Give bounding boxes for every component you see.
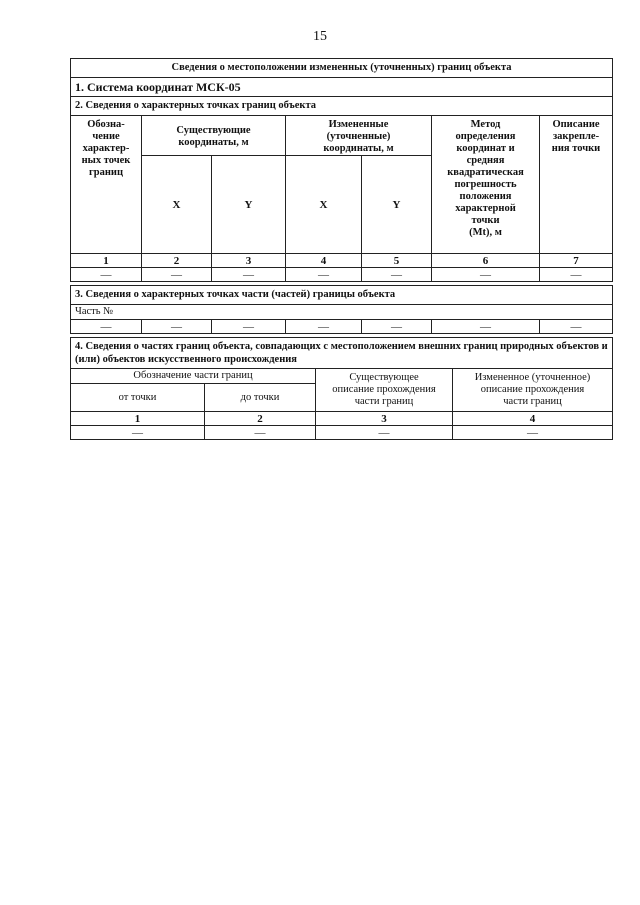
header-from-point: от точки <box>71 384 205 412</box>
table-cell: — <box>142 268 212 282</box>
column-number: 2 <box>205 412 316 426</box>
column-number: 5 <box>362 254 432 268</box>
table-cell: — <box>432 320 540 334</box>
column-number: 7 <box>540 254 613 268</box>
table-cell: — <box>71 320 142 334</box>
table-cell: — <box>316 426 453 440</box>
column-number: 4 <box>286 254 362 268</box>
header-method: Метод определения координат и средняя квадратическая погрешность положения характерной точки (Мt), м <box>432 116 540 254</box>
table-cell: — <box>540 268 613 282</box>
table-cell: — <box>212 268 286 282</box>
table-cell: — <box>432 268 540 282</box>
header-changed-description: Измененное (уточненное) описание прохождения части границ <box>453 369 613 412</box>
table-cell: — <box>286 320 362 334</box>
header-existing-y: Y <box>212 156 286 254</box>
table-cell: — <box>453 426 613 440</box>
header-description: Описание закрепле- ния точки <box>540 116 613 254</box>
table-cell: — <box>212 320 286 334</box>
column-number: 1 <box>71 412 205 426</box>
table-cell: — <box>71 268 142 282</box>
header-existing-x: X <box>142 156 212 254</box>
section-4-label: 4. Сведения о частях границ объекта, совпадающих с местоположением внешних границ природных объектов и (или) объектов искусственного происхождения <box>71 338 613 369</box>
table-cell: — <box>205 426 316 440</box>
header-existing-coords: Существующие координаты, м <box>142 116 286 156</box>
column-number: 4 <box>453 412 613 426</box>
table-cell: — <box>540 320 613 334</box>
section-1-label: 1. Система координат МСК-05 <box>71 78 613 97</box>
header-point-designation: Обозна- чение характер- ных точек границ <box>71 116 142 254</box>
part-number-label: Часть № <box>71 305 613 320</box>
table-cell: — <box>71 426 205 440</box>
header-changed-coords: Измененные (уточненные) координаты, м <box>286 116 432 156</box>
table-cell: — <box>362 320 432 334</box>
column-number: 3 <box>316 412 453 426</box>
boundary-parts-table <box>70 337 613 440</box>
header-changed-x: X <box>286 156 362 254</box>
table-cell: — <box>362 268 432 282</box>
section-2-label: 2. Сведения о характерных точках границ объекта <box>71 97 613 116</box>
header-existing-description: Существующее описание прохождения части границ <box>316 369 453 412</box>
column-number: 2 <box>142 254 212 268</box>
table-cell: — <box>286 268 362 282</box>
column-number: 6 <box>432 254 540 268</box>
table-cell: — <box>142 320 212 334</box>
boundary-points-table <box>70 58 613 338</box>
page-number: 15 <box>313 29 327 44</box>
header-part-designation: Обозначение части границ <box>71 369 316 384</box>
column-number: 3 <box>212 254 286 268</box>
boundary-document <box>70 58 612 440</box>
document-title: Сведения о местоположении измененных (уточненных) границ объекта <box>71 59 613 78</box>
section-3-label: 3. Сведения о характерных точках части (частей) границы объекта <box>71 286 613 305</box>
column-number: 1 <box>71 254 142 268</box>
header-to-point: до точки <box>205 384 316 412</box>
header-changed-y: Y <box>362 156 432 254</box>
